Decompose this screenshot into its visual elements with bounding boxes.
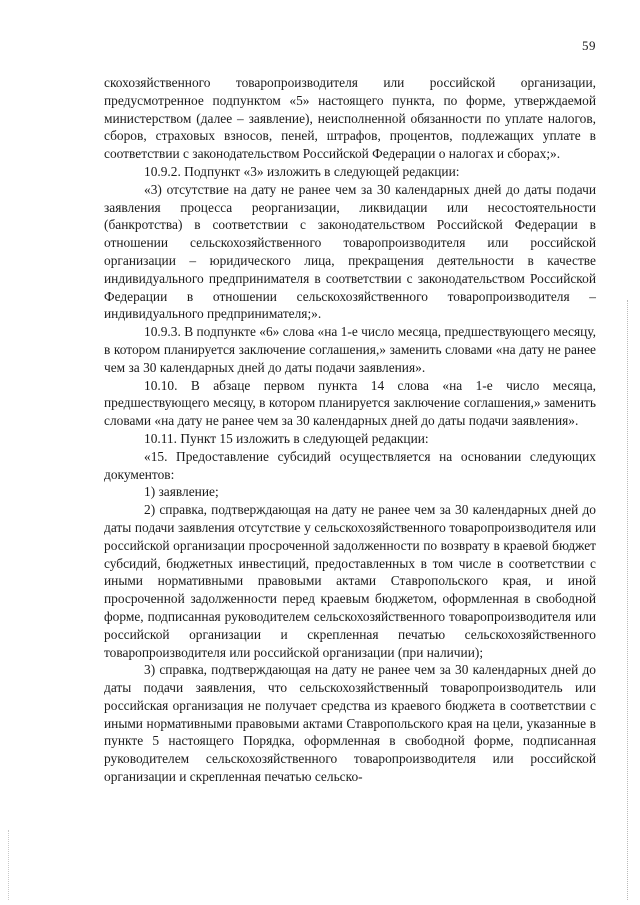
paragraph-clause-10-10: 10.10. В абзаце первом пункта 14 слова «на 1-е число месяца, предшествующего месяцу, в котором планируется заключение соглашения,» заменить словами «на дату не ранее чем за 30 календарных дней до даты подачи заявления». bbox=[104, 377, 596, 429]
scan-edge-right bbox=[626, 300, 628, 900]
paragraph-item-3: 3) справка, подтверждающая на дату не ранее чем за 30 календарных дней до даты подачи заявления, что сельскохозяйственный товаропроизводитель или российская организация не получает средства из краевого бюджета в соответствии с иными нормативными правовыми актами Ставропольского края на цели, указанные в пункте 5 настоящего Порядка, оформленная в свободной форме, подписанная руководителем сельскохозяйственного товаропроизводителя или российской организации и скрепленная печатью сельско- bbox=[104, 662, 596, 785]
paragraph-item-1: 1) заявление; bbox=[144, 484, 219, 500]
page-number: 59 bbox=[582, 38, 596, 53]
document-body bbox=[104, 74, 596, 786]
paragraph-clause-10-9-3: 10.9.3. В подпункте «6» слова «на 1-е число месяца, предшествующего месяцу, в котором планируется заключение соглашения,» заменить словами «на дату не ранее чем за 30 календарных дней до даты подачи заявления». bbox=[104, 324, 596, 375]
paragraph-continuation: скохозяйственного товаропроизводителя или российской организации, предусмотренное подпунктом «5» настоящего пункта, по форме, утверждаемой министерством (далее – заявление), неисполненной обязанности по уплате налогов, сборов, страховых взносов, пеней, штрафов, процентов, подлежащих уплате в соответствии с законодательством Российской Федерации о налогах и сборах;». bbox=[104, 75, 596, 162]
paragraph-clause-10-9-2: 10.9.2. Подпункт «3» изложить в следующей редакции: bbox=[144, 163, 460, 179]
paragraph-clause-10-11: 10.11. Пункт 15 изложить в следующей редакции: bbox=[144, 430, 429, 446]
scan-edge-left bbox=[8, 830, 10, 900]
paragraph-subclause-3: «3) отсутствие на дату не ранее чем за 30 календарных дней до даты подачи заявления процесса реорганизации, ликвидации или несостоятельности (банкротства) в соответствии с законодательством Российской Федерации в отношении сельскохозяйственного товаропроизводителя или российской организации – юридического лица, прекращения деятельности в качестве индивидуального предпринимателя в соответствии с законодательством Российской Федерации в отношении сельскохозяйственного товаропроизводителя – индивидуального предпринимателя;». bbox=[104, 181, 596, 322]
paragraph-item-2: 2) справка, подтверждающая на дату не ранее чем за 30 календарных дней до даты подачи заявления отсутствие у сельскохозяйственного товаропроизводителя или российской организации просроченной задолженности по возврату в краевой бюджет субсидий, бюджетных инвестиций, предоставленных в том числе в соответствии с иными нормативными правовыми актами Ставропольского края, и иной просроченной задолженности перед краевым бюджетом, оформленная в свободной форме, подписанная руководителем сельскохозяйственного товаропроизводителя или российской организации и скрепленная печатью сельскохозяйственного товаропроизводителя или российской организации (при наличии); bbox=[104, 502, 596, 660]
paragraph-point-15: «15. Предоставление субсидий осуществляется на основании следующих документов: bbox=[104, 448, 596, 482]
